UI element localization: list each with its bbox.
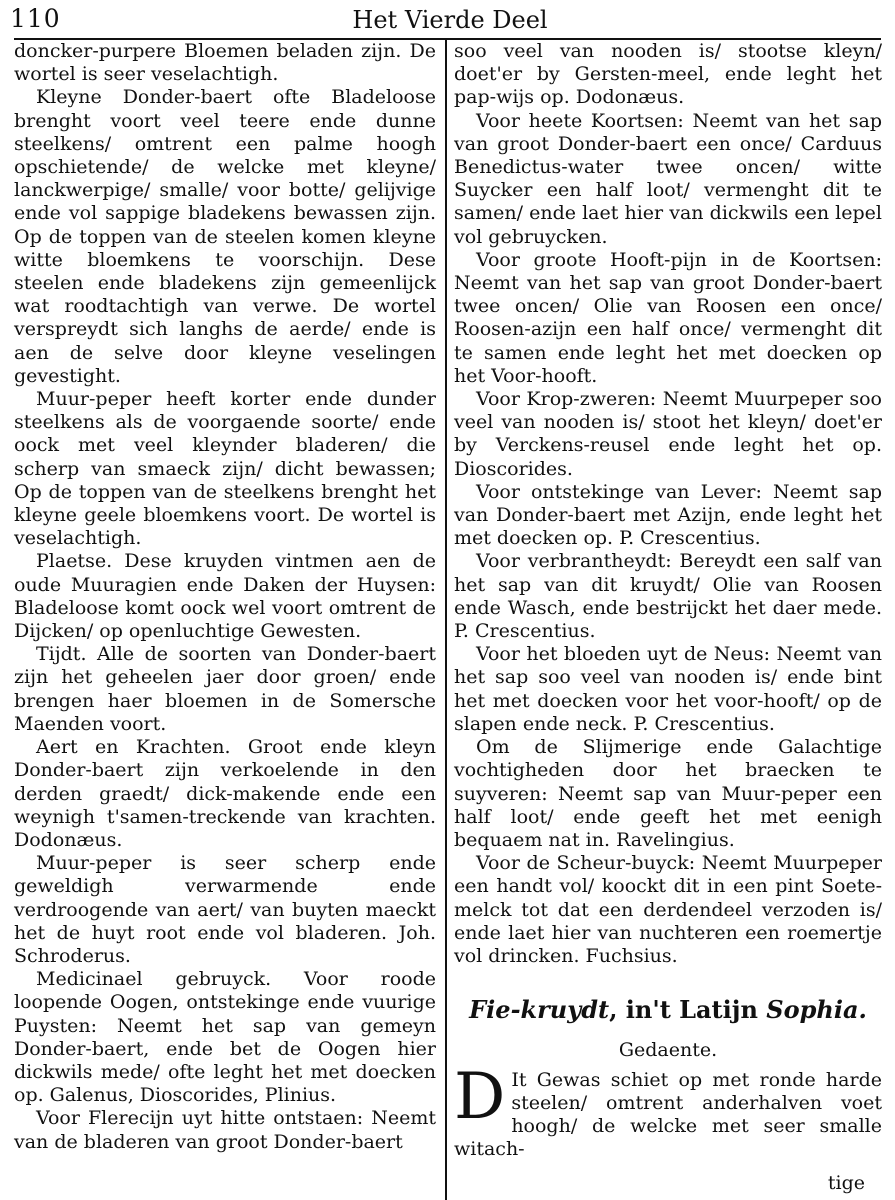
paragraph: doncker-purpere Bloemen beladen zijn. De wortel is seer veselachtigh. [14, 40, 436, 86]
paragraph: Voor de Scheur-buyck: Neemt Muurpeper een handt vol/ koockt dit in een pint Soete-melck tot dat een derdendeel verzoden is/ ende laet hier van nuchteren een roemertje vol drincken. Fuchsius. [454, 852, 882, 967]
paragraph: Tijdt. Alle de soorten van Donder-baert zijn het geheelen jaer door groen/ ende brengen haer bloemen in de Somersche Maenden voort. [14, 643, 436, 735]
paragraph: Voor ontstekinge van Lever: Neemt sap van Donder-baert met Azijn, ende leght het met doecken op. P. Crescentius. [454, 480, 882, 550]
section-title-latin: Sophia. [766, 995, 867, 1025]
column-divider [445, 40, 447, 1200]
page-number: 110 [10, 4, 61, 33]
section-title [454, 995, 882, 1025]
paragraph: Voor Krop-zweren: Neemt Muurpeper soo veel van nooden is/ stoot het kleyn/ doet'er by Verckens-reusel ende leght het op. Dioscorides. [454, 388, 882, 480]
section-subheading: Gedaente. [618, 1039, 718, 1062]
section-body-text: It Gewas schiet op met ronde harde steelen/ omtrent anderhalven voet hoogh/ de welcke met seer smalle witach- [454, 1068, 882, 1161]
paragraph: Kleyne Donder-baert ofte Bladeloose brenght voort veel teere ende dunne steelkens/ omtrent een palme hoogh opschietende/ de welcke met kleyne/ lanckwerpige/ smalle/ voor botte/ gelijvige ende vol sappige bladekens bewassen zijn. Op de toppen van de steelen komen kleyne witte bloemkens te voorschijn. Dese steelen ende bladekens zijn gemeenlijck wat roodtachtigh van verwe. De wortel verspreydt sich langhs de aerde/ ende is aen de selve door kleyne veselingen gevestight. [14, 86, 436, 387]
paragraph: Muur-peper is seer scherp ende geweldigh verwarmende ende verdroogende van aert/ van buyten maeckt het de huyt root ende vol bladeren. Joh. Schroderus. [14, 852, 436, 967]
paragraph: soo veel van nooden is/ stootse kleyn/ doet'er by Gersten-meel, ende leght het pap-wijs op. Dodonæus. [454, 40, 882, 109]
paragraph: Aert en Krachten. Groot ende kleyn Donder-baert zijn verkoelende in den derden graedt/ dick-makende ende een weynigh t'samen-treckende van krachten. Dodonæus. [14, 736, 436, 851]
drop-cap: D [454, 1059, 506, 1134]
section-body [454, 1059, 882, 1162]
running-head: Het Vierde Deel [352, 6, 548, 34]
left-column [14, 40, 436, 1154]
paragraph: Voor verbrantheydt: Bereydt een salf van het sap van dit kruydt/ Olie van Roosen ende Wasch, ende bestrijckt het daer mede. P. Crescentius. [454, 550, 882, 643]
paragraph: Voor groote Hooft-pijn in de Koortsen: Neemt van het sap van groot Donder-baert twee oncen/ Olie van Roosen een once/ Roosen-azijn een half once/ vermenght dit te samen ende leght het met doecken op het Voor-hooft. [454, 248, 882, 387]
section-title-text: , in't Latijn [609, 995, 758, 1025]
paragraph: Plaetse. Dese kruyden vintmen aen de oude Muuragien ende Daken der Huysen: Bladeloose komt oock wel voort omtrent de Dijcken/ op openluchtige Gewesten. [14, 550, 436, 643]
catchword: tige [827, 1172, 865, 1194]
paragraph: Medicinael gebruyck. Voor roode loopende Oogen, ontstekinge ende vuurige Puysten: Neemt het sap van gemeyn Donder-baert, ende bet de Oogen hier dickwils mede/ ofte leght het met doecken op. Galenus, Dioscorides, Plinius. [14, 968, 436, 1107]
section-title-name: Fie-kruydt [469, 995, 610, 1025]
paragraph: Voor het bloeden uyt de Neus: Neemt van het sap soo veel van nooden is/ ende bint het met doecken voor het voor-hooft/ op de slapen ende neck. P. Crescentius. [454, 643, 882, 735]
right-column [454, 40, 882, 1161]
paragraph: Om de Slijmerige ende Galachtige vochtigheden door het braecken te suyveren: Neemt sap van Muur-peper een half loot/ ende geeft het met eenigh bequaem nat in. Ravelingius. [454, 736, 882, 851]
paragraph: Voor heete Koortsen: Neemt van het sap van groot Donder-baert een once/ Carduus Benedictus-water twee oncen/ witte Suycker een half loot/ vermenght dit te samen/ ende laet hier van dickwils een lepel vol gebruycken. [454, 109, 882, 248]
paragraph: Muur-peper heeft korter ende dunder steelkens als de voorgaende soorte/ ende oock met veel kleynder bladeren/ die scherp van smaeck zijn/ dicht bewassen; Op de toppen van de steelkens brenght het kleyne geele bloemkens voort. De wortel is veselachtigh. [14, 388, 436, 550]
paragraph: Voor Flerecijn uyt hitte ontstaen: Neemt van de bladeren van groot Donder-baert [14, 1107, 436, 1153]
